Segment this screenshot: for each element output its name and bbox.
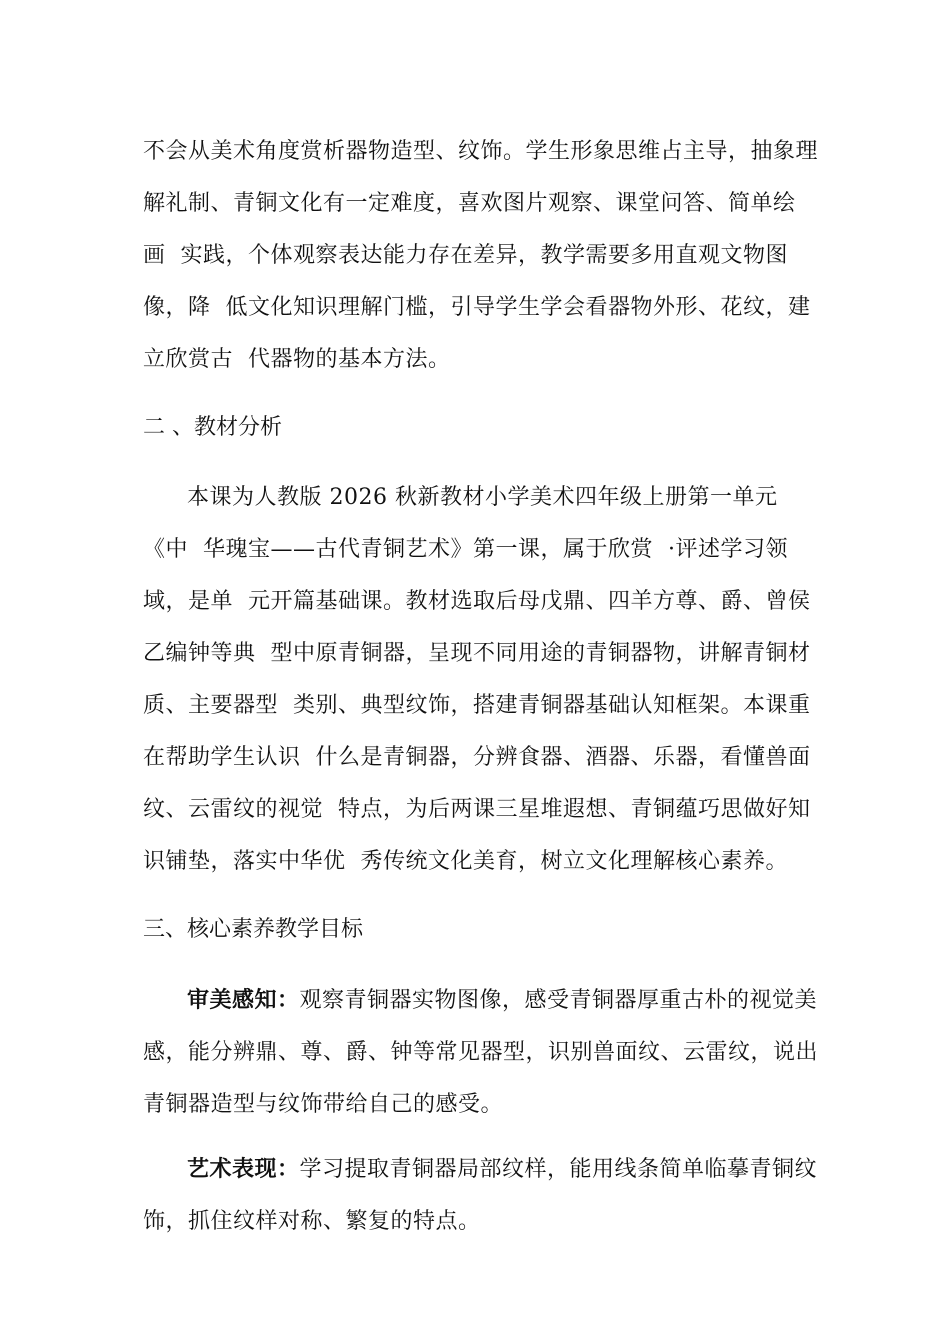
text-line: 识铺垫，落实中华优 秀传统文化美育，树立文化理解核心素养。 (143, 849, 788, 874)
section1-paragraph-tail (143, 126, 819, 386)
text-line: 质、主要器型 类别、典型纹饰，搭建青铜器基础认知框架。本课重 (143, 693, 811, 718)
text-line: 画 实践，个体观察表达能力存在差异，教学需要多用直观文物图 (143, 243, 788, 268)
section3-heading: 三、核心素养教学目标 (143, 917, 364, 942)
text-line: 青铜器造型与纹饰带给自己的感受。 (143, 1092, 504, 1117)
goal-artistic-expression (143, 1143, 818, 1248)
goal-label: 艺术表现： (187, 1156, 300, 1182)
goal-label: 审美感知： (187, 987, 300, 1013)
text-line: 域，是单 元开篇基础课。教材选取后母戊鼎、四羊方尊、爵、曾侯 (143, 589, 811, 614)
text-line: 感，能分辨鼎、尊、爵、钟等常见器型，识别兽面纹、云雷纹，说出 (143, 1040, 819, 1065)
text-line: 立欣赏古 代器物的基本方法。 (143, 347, 451, 372)
text-line: 本课为人教版 2026 秋新教材小学美术四年级上册第一单元 (187, 485, 778, 510)
text-line: 解礼制、青铜文化有一定难度，喜欢图片观察、课堂问答、简单绘 (143, 191, 796, 216)
text-line: 在帮助学生认识 什么是青铜器，分辨食器、酒器、乐器，看懂兽面 (143, 745, 811, 770)
text-line (143, 974, 818, 1027)
goal-text: 观察青铜器实物图像，感受青铜器厚重古朴的视觉美 (299, 988, 818, 1013)
text-line: 像，降 低文化知识理解门槛，引导学生学会看器物外形、花纹，建 (143, 295, 811, 320)
text-line: 纹、云雷纹的视觉 特点，为后两课三星堆遐想、青铜蕴巧思做好知 (143, 797, 811, 822)
text-line: 饰，抓住纹样对称、繁复的特点。 (143, 1209, 481, 1234)
text-line: 不会从美术角度赏析器物造型、纹饰。学生形象思维占主导，抽象理 (143, 139, 819, 164)
text-line (143, 1143, 818, 1196)
text-line: 《中 华瑰宝——古代青铜艺术》第一课，属于欣赏 ·评述学习领 (143, 537, 788, 562)
goal-aesthetic-perception (143, 974, 819, 1131)
document-page (143, 126, 819, 1248)
section2-paragraph (143, 472, 811, 888)
section2-heading: 二 、教材分析 (143, 415, 282, 440)
goal-text: 学习提取青铜器局部纹样，能用线条简单临摹青铜纹 (299, 1157, 818, 1182)
text-line: 乙编钟等典 型中原青铜器，呈现不同用途的青铜器物，讲解青铜材 (143, 641, 811, 666)
